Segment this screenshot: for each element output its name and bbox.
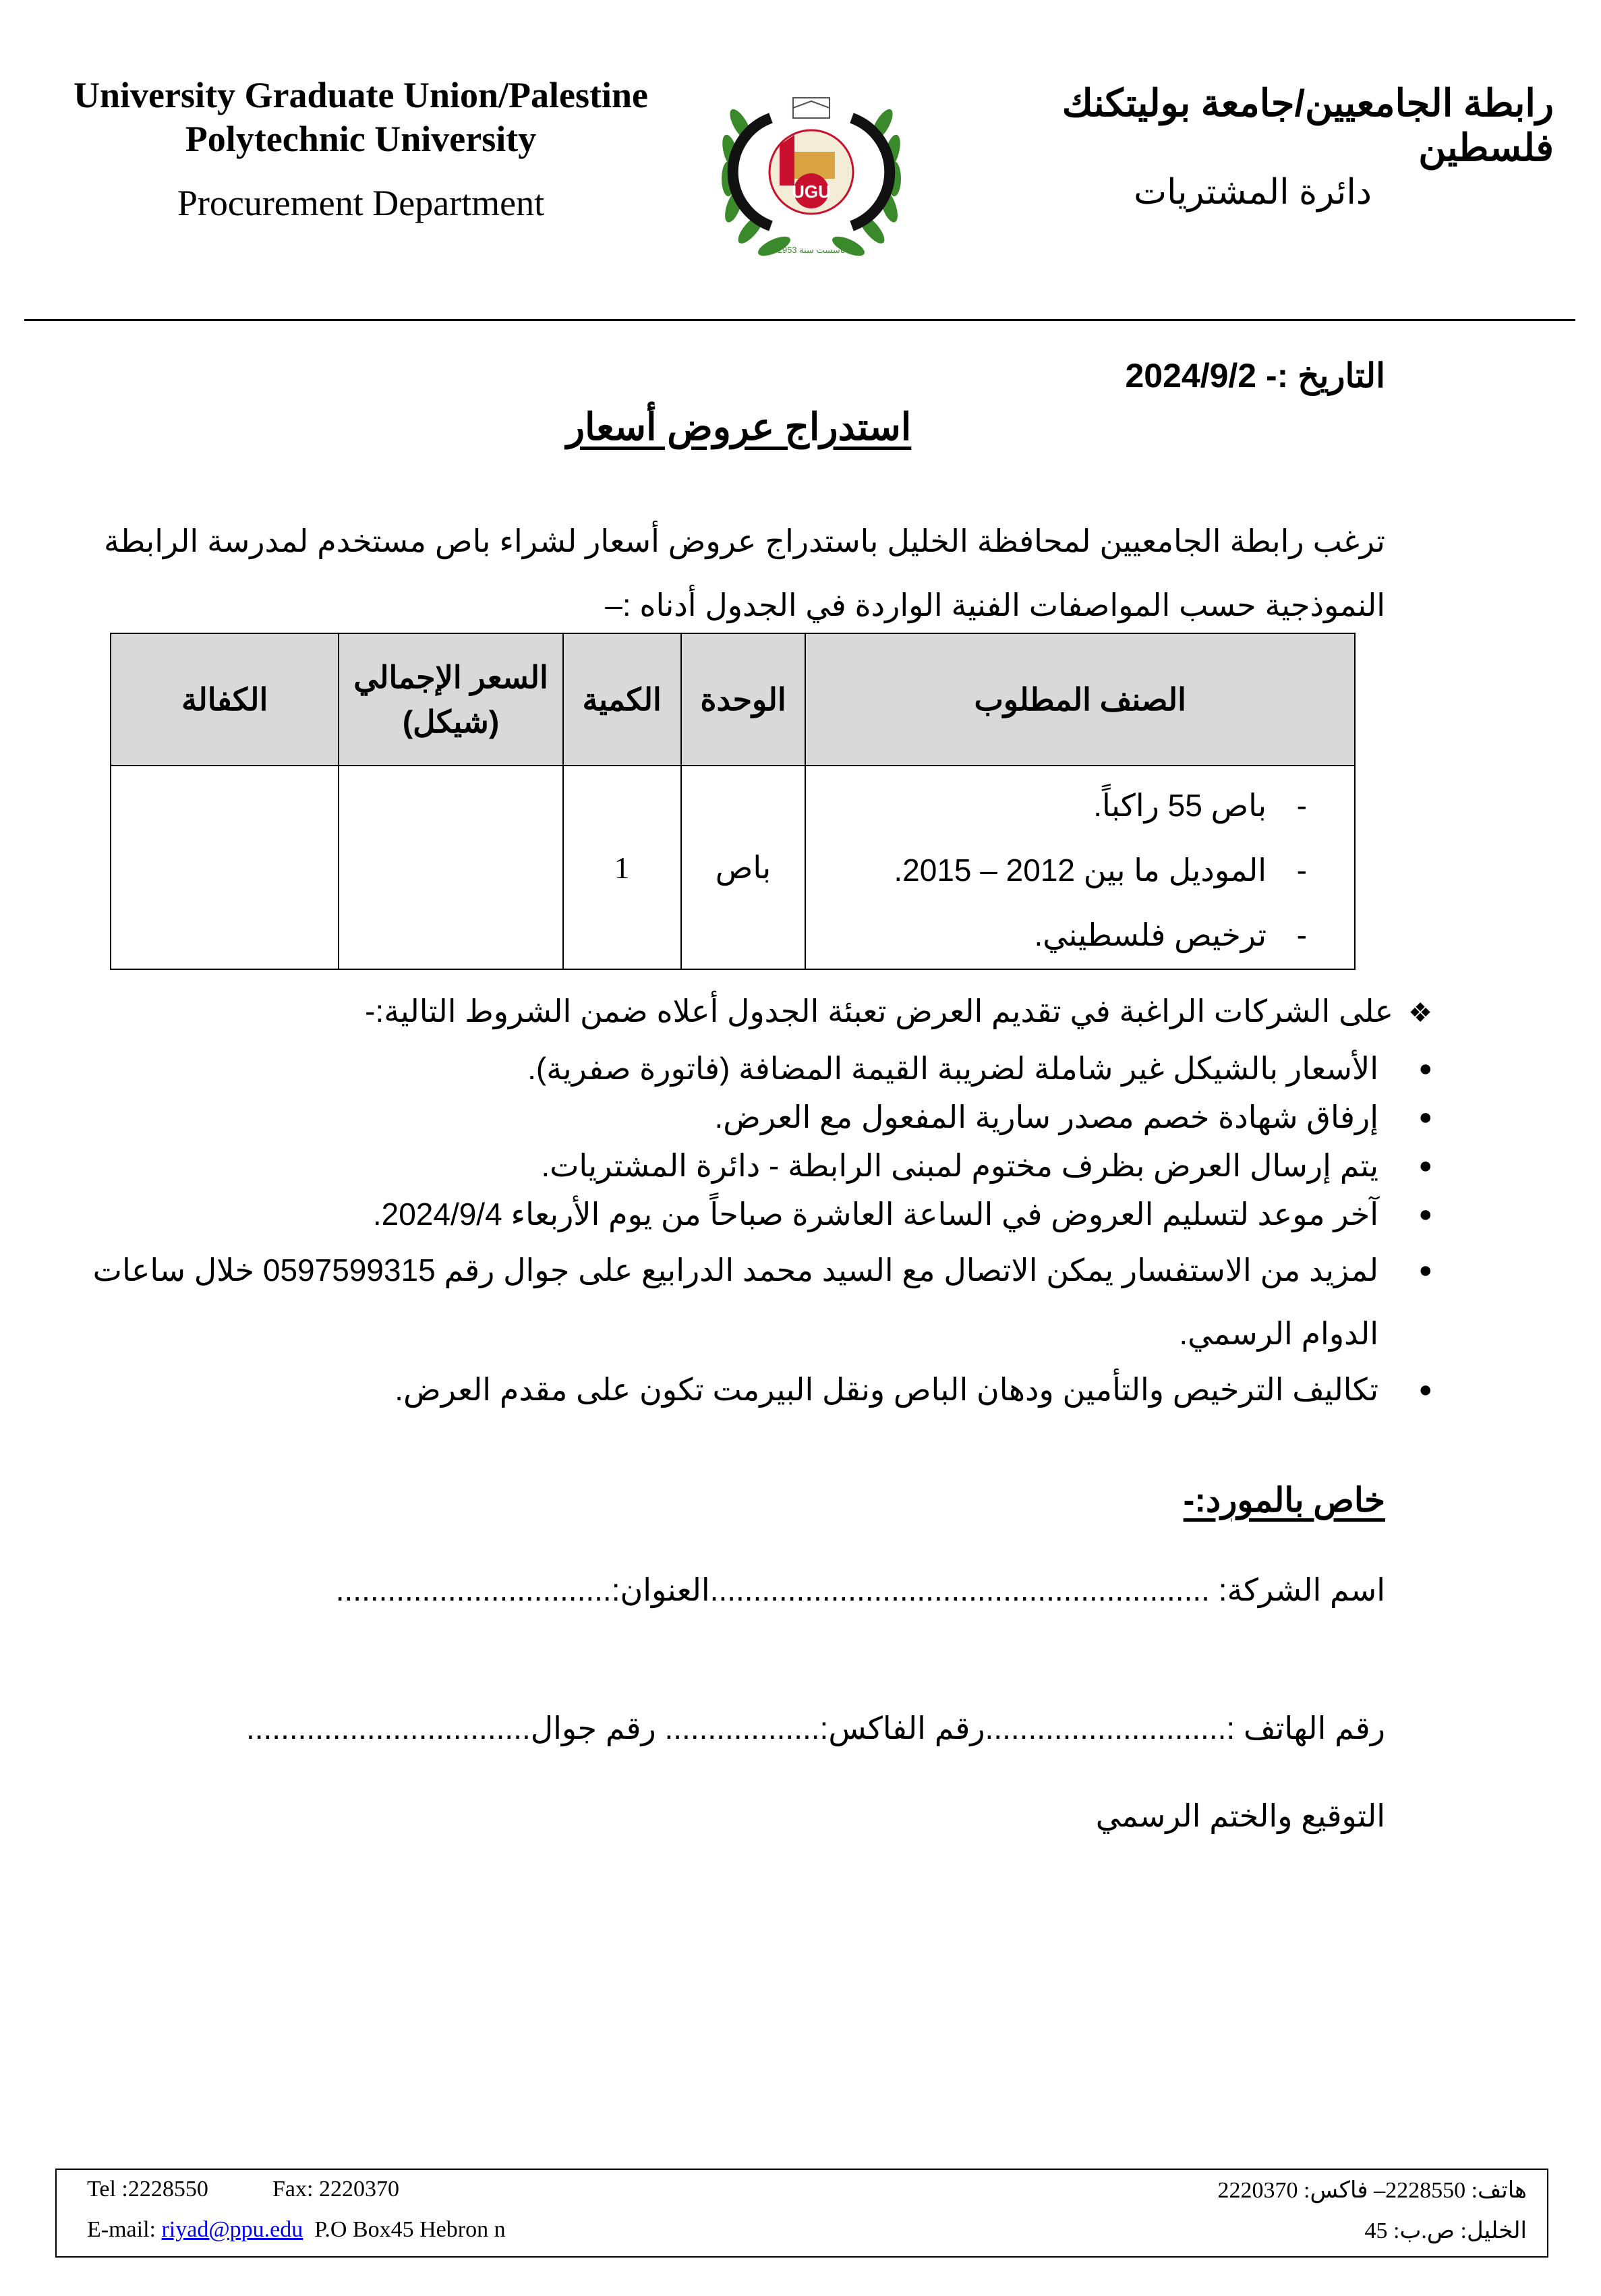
footer-email-line <box>87 2217 506 2243</box>
organization-logo <box>714 71 909 273</box>
footer-arabic-phone: هاتف: 2228550– فاكس: 2220370 <box>1217 2178 1527 2203</box>
cell-guarantee[interactable] <box>111 766 339 969</box>
item-line: -باص 55 راكباً. <box>1093 788 1307 823</box>
list-item <box>50 1093 1432 1141</box>
bullet-icon: ● <box>1418 1056 1432 1081</box>
footer-address: P.O Box45 Hebron n <box>314 2217 506 2242</box>
header-english-title-line1: University Graduate Union/Palestine <box>74 75 648 115</box>
condition-text: إرفاق شهادة خصم مصدر سارية المفعول مع العرض. <box>714 1099 1378 1135</box>
specification-table <box>110 633 1356 970</box>
footer-fax: Fax: 2220370 <box>272 2177 399 2202</box>
condition-text: الأسعار بالشيكل غير شاملة لضريبة القيمة المضافة (فاتورة صفرية). <box>527 1051 1378 1086</box>
column-header-total-price-line2: (شيكل) <box>402 704 500 739</box>
column-header-total-price-line1: السعر الإجمالي <box>353 660 548 695</box>
list-item <box>50 1238 1432 1365</box>
header-english-department: Procurement Department <box>177 183 545 223</box>
footer-email-link[interactable]: riyad@ppu.edu <box>161 2217 303 2242</box>
list-item <box>50 1365 1432 1414</box>
table-header-row <box>111 633 1355 766</box>
column-header-item: الصنف المطلوب <box>805 633 1355 766</box>
supplier-heading: خاص بالمورد:- <box>1183 1481 1385 1519</box>
column-header-total-price <box>339 633 562 766</box>
condition-text: آخر موعد لتسليم العروض في الساعة العاشرة صباحاً من يوم الأربعاء 2024/9/4. <box>372 1197 1378 1232</box>
header-arabic-title: رابطة الجامعيين/جامعة بوليتكنك فلسطين <box>1061 82 1554 169</box>
bullet-icon: ● <box>1418 1201 1432 1227</box>
conditions-heading-text: على الشركات الراغبة في تقديم العرض تعبئة الجدول أعلاه ضمن الشروط التالية:- <box>365 994 1394 1029</box>
bullet-icon: ● <box>1418 1377 1432 1402</box>
cell-items <box>805 766 1355 969</box>
bullet-icon: ● <box>1418 1257 1432 1283</box>
supplier-company-address-line[interactable]: اسم الشركة: ..........................................................العنوان:................................ <box>335 1572 1385 1607</box>
condition-text: لمزيد من الاستفسار يمكن الاتصال مع السيد محمد الدرابيع على جوال رقم 0597599315 خلال ساعات الدوام الرسمي. <box>92 1253 1378 1351</box>
footer-tel: Tel :2228550 <box>87 2177 208 2202</box>
condition-text: يتم إرسال العرض بظرف مختوم لمبنى الرابطة - دائرة المشتريات. <box>541 1148 1378 1183</box>
item-line: -الموديل ما بين 2012 – 2015. <box>894 853 1307 888</box>
conditions-list <box>50 1044 1432 1414</box>
document-date: التاريخ :- 2024/9/2 <box>1125 357 1385 395</box>
cell-quantity: 1 <box>563 766 681 969</box>
document-title: استدراج عروض أسعار <box>566 405 912 448</box>
item-text: ترخيص فلسطيني. <box>1034 917 1267 952</box>
intro-paragraph: ترغب رابطة الجامعيين لمحافظة الخليل باستدراج عروض أسعار لشراء باص مستخدم لمدرسة الرابطة النموذجية حسب المواصفات الفنية الواردة في الجدول أدناه :– <box>104 523 1385 623</box>
list-item <box>50 1190 1432 1238</box>
bullet-icon: ● <box>1418 1153 1432 1178</box>
table-row <box>111 766 1355 969</box>
item-line: -ترخيص فلسطيني. <box>1034 917 1307 952</box>
header-divider <box>24 319 1575 321</box>
logo-text: UGU <box>792 181 831 202</box>
cell-unit: باص <box>681 766 806 969</box>
supplier-phone-fax-line[interactable]: رقم الهاتف :............................رقم الفاكس:.................. رقم جوال................................. <box>245 1711 1385 1746</box>
footer-arabic-address: الخليل: ص.ب: 45 <box>1364 2218 1527 2243</box>
supplier-signature-line: التوقيع والختم الرسمي <box>1095 1798 1385 1833</box>
footer-box <box>55 2169 1548 2258</box>
header-english-title-line2: Polytechnic University <box>185 119 537 159</box>
header-arabic-department: دائرة المشتريات <box>1134 173 1372 212</box>
list-item <box>50 1044 1432 1093</box>
list-item <box>50 1141 1432 1190</box>
logo-year-text: تأسست سنة 1953 <box>777 245 846 255</box>
logo-emblem-icon <box>714 71 909 273</box>
item-text: باص 55 راكباً. <box>1093 788 1267 823</box>
item-text: الموديل ما بين 2012 – 2015. <box>894 853 1267 888</box>
conditions-heading <box>84 993 1432 1029</box>
bullet-icon: ● <box>1418 1104 1432 1130</box>
condition-text: تكاليف الترخيص والتأمين ودهان الباص ونقل البيرمت تكون على مقدم العرض. <box>395 1372 1378 1407</box>
column-header-unit: الوحدة <box>681 633 806 766</box>
column-header-guarantee: الكفالة <box>111 633 339 766</box>
footer-email-label: E-mail: <box>87 2217 156 2242</box>
column-header-quantity: الكمية <box>563 633 681 766</box>
diamond-bullet-icon: ❖ <box>1408 998 1432 1028</box>
cell-total-price[interactable] <box>339 766 562 969</box>
